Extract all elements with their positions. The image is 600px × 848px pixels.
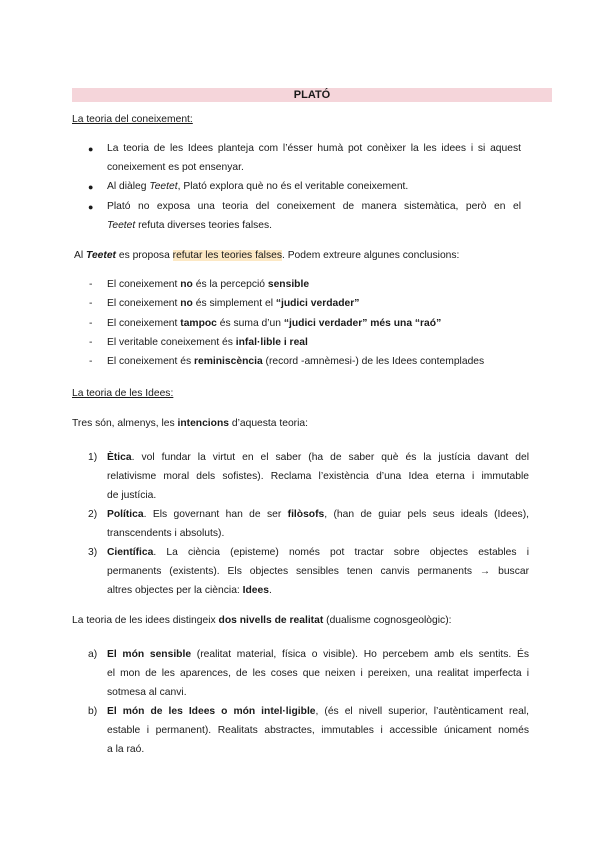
bullet-text: Al diàleg Teetet, Plató explora què no és el veritable coneixement. <box>107 181 409 192</box>
dash-marker: - <box>89 356 93 367</box>
conclusion-item: El coneixement tampoc és suma d’un “judici verdader” més una “raó” <box>107 318 442 329</box>
level-item: sotmesa al canvi. <box>107 687 187 698</box>
intention-item: de justícia. <box>107 490 157 501</box>
levels-intro: La teoria de les idees distingeix dos nivells de realitat (dualisme cognosgeològic): <box>72 615 452 626</box>
conclusion-item: El coneixement no és simplement el “judici verdader” <box>107 298 360 309</box>
intention-item: Científica. La ciència (episteme) només pot tractar sobre objectes estables i <box>107 547 529 558</box>
intention-item: relativisme moral dels sofistes). Reclama l’existència d’una Idea eterna i immutable <box>107 471 529 482</box>
teetet-intro: Al Teetet es proposa refutar les teories falses. Podem extreure algunes conclusions: <box>74 250 460 261</box>
dash-marker: - <box>89 279 93 290</box>
intention-item: Ètica. vol fundar la virtut en el saber (ha de saber què és la justícia davant del <box>107 452 529 463</box>
intention-item: permanents (existents). Els objectes sensibles tenen canvis permanents → buscar <box>107 566 529 577</box>
intention-item: Política. Els governant han de ser filòsofs, (han de guiar pels seus ideals (Idees), <box>107 509 529 520</box>
bullet-marker: ● <box>88 182 94 192</box>
dash-marker: - <box>89 318 93 329</box>
dash-marker: - <box>89 298 93 309</box>
bullet-text: La teoria de les Idees planteja com l’ésser humà pot conèixer la les idees i si aquest <box>107 143 521 154</box>
bullet-text: coneixement es pot ensenyar. <box>107 162 244 173</box>
section-heading-ideas: La teoria de les Idees: <box>72 388 174 399</box>
dash-marker: - <box>89 337 93 348</box>
conclusion-item: El coneixement no és la percepció sensible <box>107 279 310 290</box>
page-title: PLATÓ <box>72 88 552 102</box>
bullet-marker: ● <box>88 144 94 154</box>
conclusion-item: El veritable coneixement és infal·lible i real <box>107 337 308 348</box>
conclusion-item: El coneixement és reminiscència (record -amnèmesi-) de les Idees contemplades <box>107 356 485 367</box>
level-item: el mon de les aparences, de les coses que neixen i pereixen, una realitat imperfecta i <box>107 668 529 679</box>
bullet-marker: ● <box>88 202 94 212</box>
intention-item: altres objectes per la ciència: Idees. <box>107 585 272 596</box>
list-number: 3) <box>88 547 98 558</box>
intentions-intro: Tres són, almenys, les intencions d’aquesta teoria: <box>72 418 308 429</box>
level-item: El món de les Idees o món intel·ligible, (és el nivell superior, l’autènticament real, <box>107 706 529 717</box>
intention-item: transcendents i absoluts). <box>107 528 225 539</box>
section-heading-knowledge: La teoria del coneixement: <box>72 114 193 125</box>
list-number: 1) <box>88 452 98 463</box>
level-item: a la raó. <box>107 744 145 755</box>
level-item: El món sensible (realitat material, física o visible). Ho percebem amb els sentits. És <box>107 649 529 660</box>
level-item: estable i permanent). Realitats abstractes, immutables i accessible únicament només <box>107 725 529 736</box>
bullet-text: Teetet refuta diverses teories falses. <box>107 220 273 231</box>
list-letter: b) <box>88 706 98 717</box>
list-number: 2) <box>88 509 98 520</box>
bullet-text: Plató no exposa una teoria del coneixement de manera sistemàtica, però en el <box>107 201 521 212</box>
list-letter: a) <box>88 649 98 660</box>
